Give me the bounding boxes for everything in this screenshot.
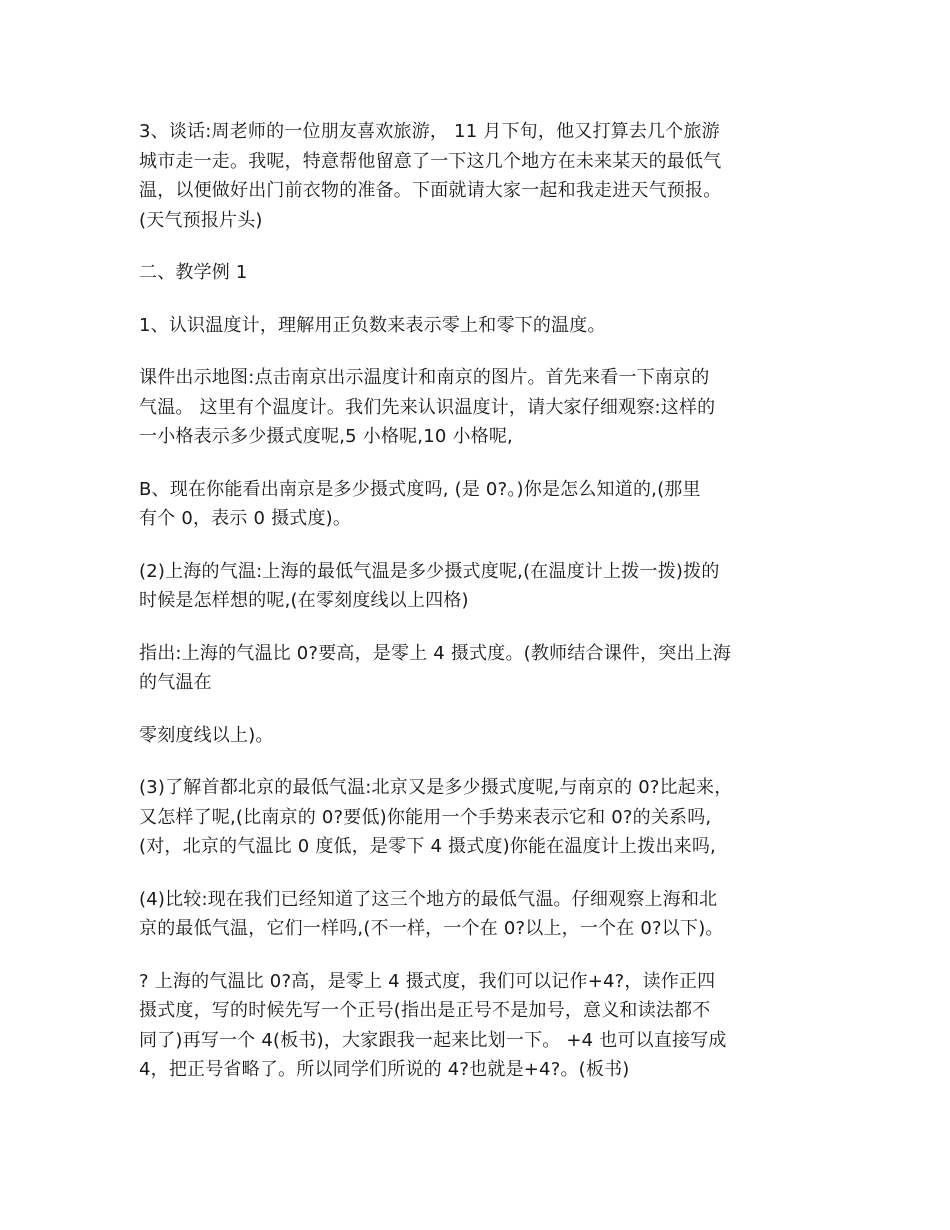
text-line: (4)比较:现在我们已经知道了这三个地方的最低气温。仔细观察上海和北 xyxy=(139,888,718,910)
paragraph-nanjing xyxy=(139,475,819,534)
text-line: 1、认识温度计，理解用正负数来表示零上和零下的温度。 xyxy=(139,314,606,336)
text-line: 城市走一走。我呢，特意帮他留意了一下这几个地方在未来某天的最低气 xyxy=(139,150,722,172)
paragraph-courseware-map xyxy=(139,363,819,452)
text-line: 时候是怎样想的呢,(在零刻度线以上四格) xyxy=(139,590,469,611)
text-line: (2)上海的气温:上海的最低气温是多少摄式度呢,(在温度计上拨一拨)拨的 xyxy=(139,560,720,582)
text-line: ? 上海的气温比 0?高，是零上 4 摄式度，我们可以记作+4?，读作正四 xyxy=(139,970,716,992)
text-line: 有个 0，表示 0 摄式度)。 xyxy=(139,508,352,529)
paragraph-shanghai xyxy=(139,557,819,616)
paragraph-point-out xyxy=(139,639,819,698)
section-heading xyxy=(139,258,819,288)
text-line: B、现在你能看出南京是多少摄式度吗, (是 0?。)你是怎么知道的,(那里 xyxy=(139,478,701,500)
text-line: 温，以便做好出门前衣物的准备。下面就请大家一起和我走进天气预报。 xyxy=(139,180,722,201)
text-line: 同了)再写一个 4(板书)，大家跟我一起来比划一下。 +4 也可以直接写成 xyxy=(139,1029,727,1051)
document-page xyxy=(139,117,819,1108)
text-line: 课件出示地图:点击南京出示温度计和南京的图片。首先来看一下南京的 xyxy=(139,367,710,388)
text-line: 二、教学例 1 xyxy=(139,262,248,283)
paragraph-conversation xyxy=(139,117,819,235)
text-line: 3、谈话:周老师的一位朋友喜欢旅游， 11 月下旬，他又打算去几个旅游 xyxy=(139,121,720,142)
text-line: 4，把正号省略了。所以同学们所说的 4?也就是+4?。(板书) xyxy=(139,1059,630,1080)
text-line: 指出:上海的气温比 0?要高，是零上 4 摄式度。(教师结合课件，突出上海 xyxy=(139,642,732,664)
text-line: (3)了解首都北京的最低气温:北京又是多少摄式度呢,与南京的 0?比起来， xyxy=(139,777,733,798)
text-line: 摄式度，写的时候先写一个正号(指出是正号不是加号，意义和读法都不 xyxy=(139,1000,711,1021)
text-line: 又怎样了呢,(比南京的 0?要低)你能用一个手势来表示它和 0?的关系吗, xyxy=(139,806,712,828)
text-line: 的气温在 xyxy=(139,672,212,693)
text-line: 一小格表示多少摄式度呢,5 小格呢,10 小格呢, xyxy=(139,426,513,447)
paragraph-positive-sign xyxy=(139,967,819,1085)
text-line: 零刻度线以上)。 xyxy=(139,724,274,746)
paragraph-zero-line xyxy=(139,721,819,751)
paragraph-beijing xyxy=(139,773,819,862)
paragraph-compare xyxy=(139,885,819,944)
paragraph-thermometer-intro xyxy=(139,311,819,341)
text-line: 气温。 这里有个温度计。我们先来认识温度计，请大家仔细观察:这样的 xyxy=(139,396,716,418)
text-line: 京的最低气温，它们一样吗,(不一样，一个在 0?以上，一个在 0?以下)。 xyxy=(139,918,724,939)
text-line: (天气预报片头) xyxy=(139,209,263,231)
text-line: (对，北京的气温比 0 度低，是零下 4 摄式度)你能在温度计上拨出来吗, xyxy=(139,836,716,857)
